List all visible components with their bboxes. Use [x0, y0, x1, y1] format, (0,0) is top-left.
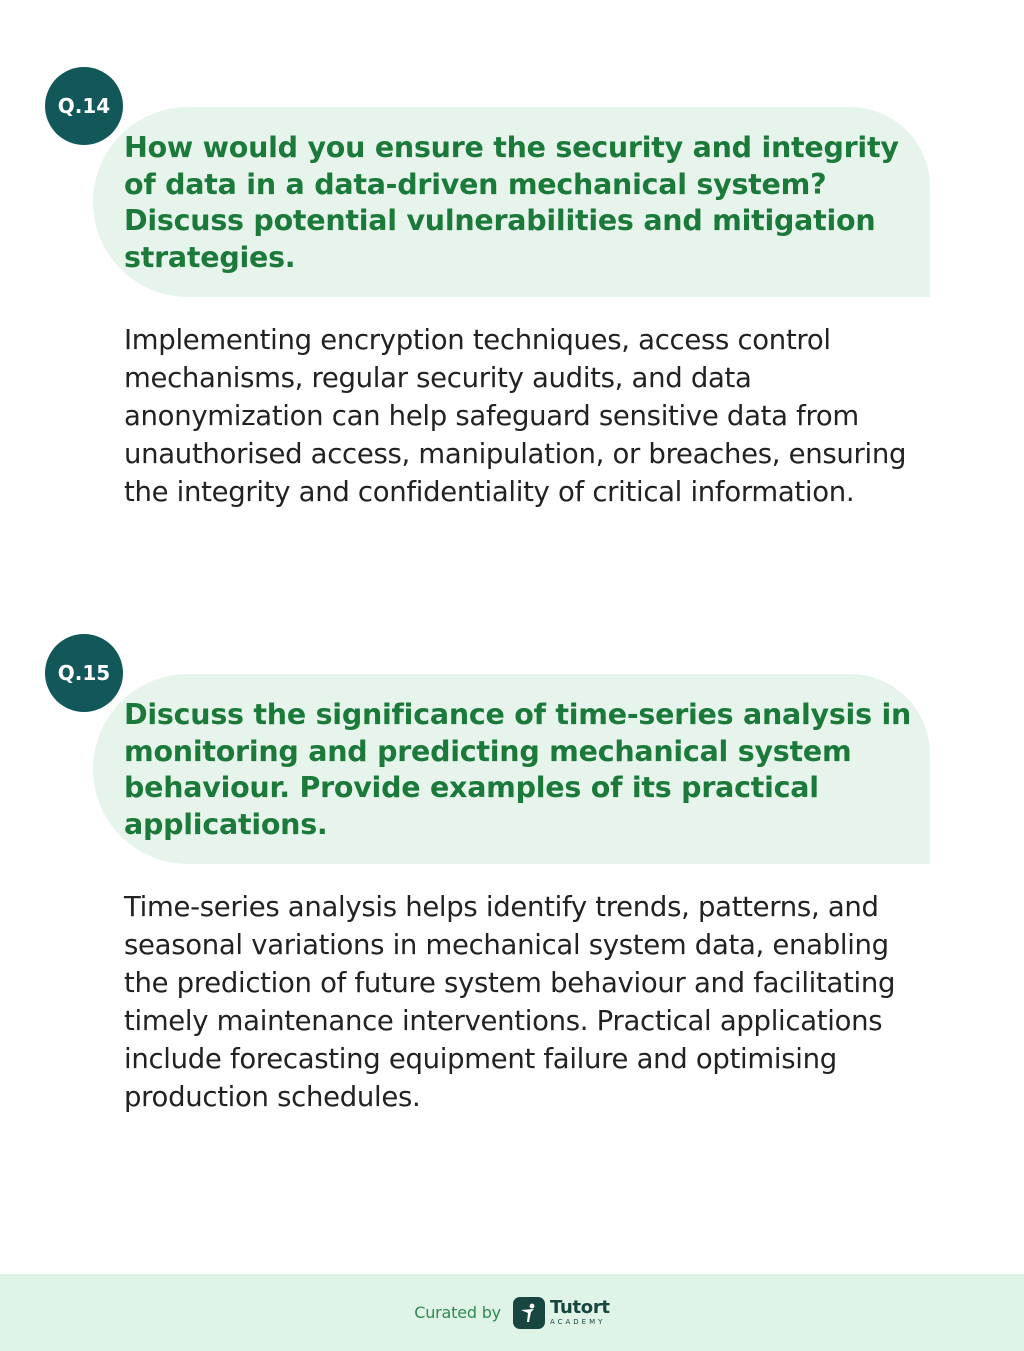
- curated-by-label: Curated by: [414, 1303, 501, 1322]
- question-number-badge: Q.15: [45, 634, 123, 712]
- answer-text: Implementing encryption techniques, access control mechanisms, regular security audits, and data anonymization can help safeguard sensitive data from unauthorised access, manipulation, or breaches, ensuring the integrity and confidentiality of critical information.: [124, 324, 907, 508]
- brand-wordmark: [550, 1299, 610, 1326]
- answer-text: Time-series analysis helps identify trends, patterns, and seasonal variations in mechanical system data, enabling the prediction of future system behaviour and facilitating timely maintenance interventions. Practical applications include forecasting equipment failure and optimising production schedules.: [124, 891, 896, 1113]
- tutort-logo-icon: [513, 1297, 545, 1329]
- question-text: How would you ensure the security and integrity of data in a data-driven mechanical system? Discuss potential vulnerabilities and mitigation strategies.: [124, 131, 899, 274]
- question-number-badge: Q.14: [45, 67, 123, 145]
- footer: [0, 1274, 1024, 1351]
- tutort-figure-icon: [518, 1302, 540, 1324]
- question-text: Discuss the significance of time-series analysis in monitoring and predicting mechanical system behaviour. Provide examples of its practical applications.: [124, 698, 912, 841]
- brand-name: Tutort: [549, 1297, 610, 1318]
- brand-subtitle: ACADEMY: [549, 1318, 606, 1326]
